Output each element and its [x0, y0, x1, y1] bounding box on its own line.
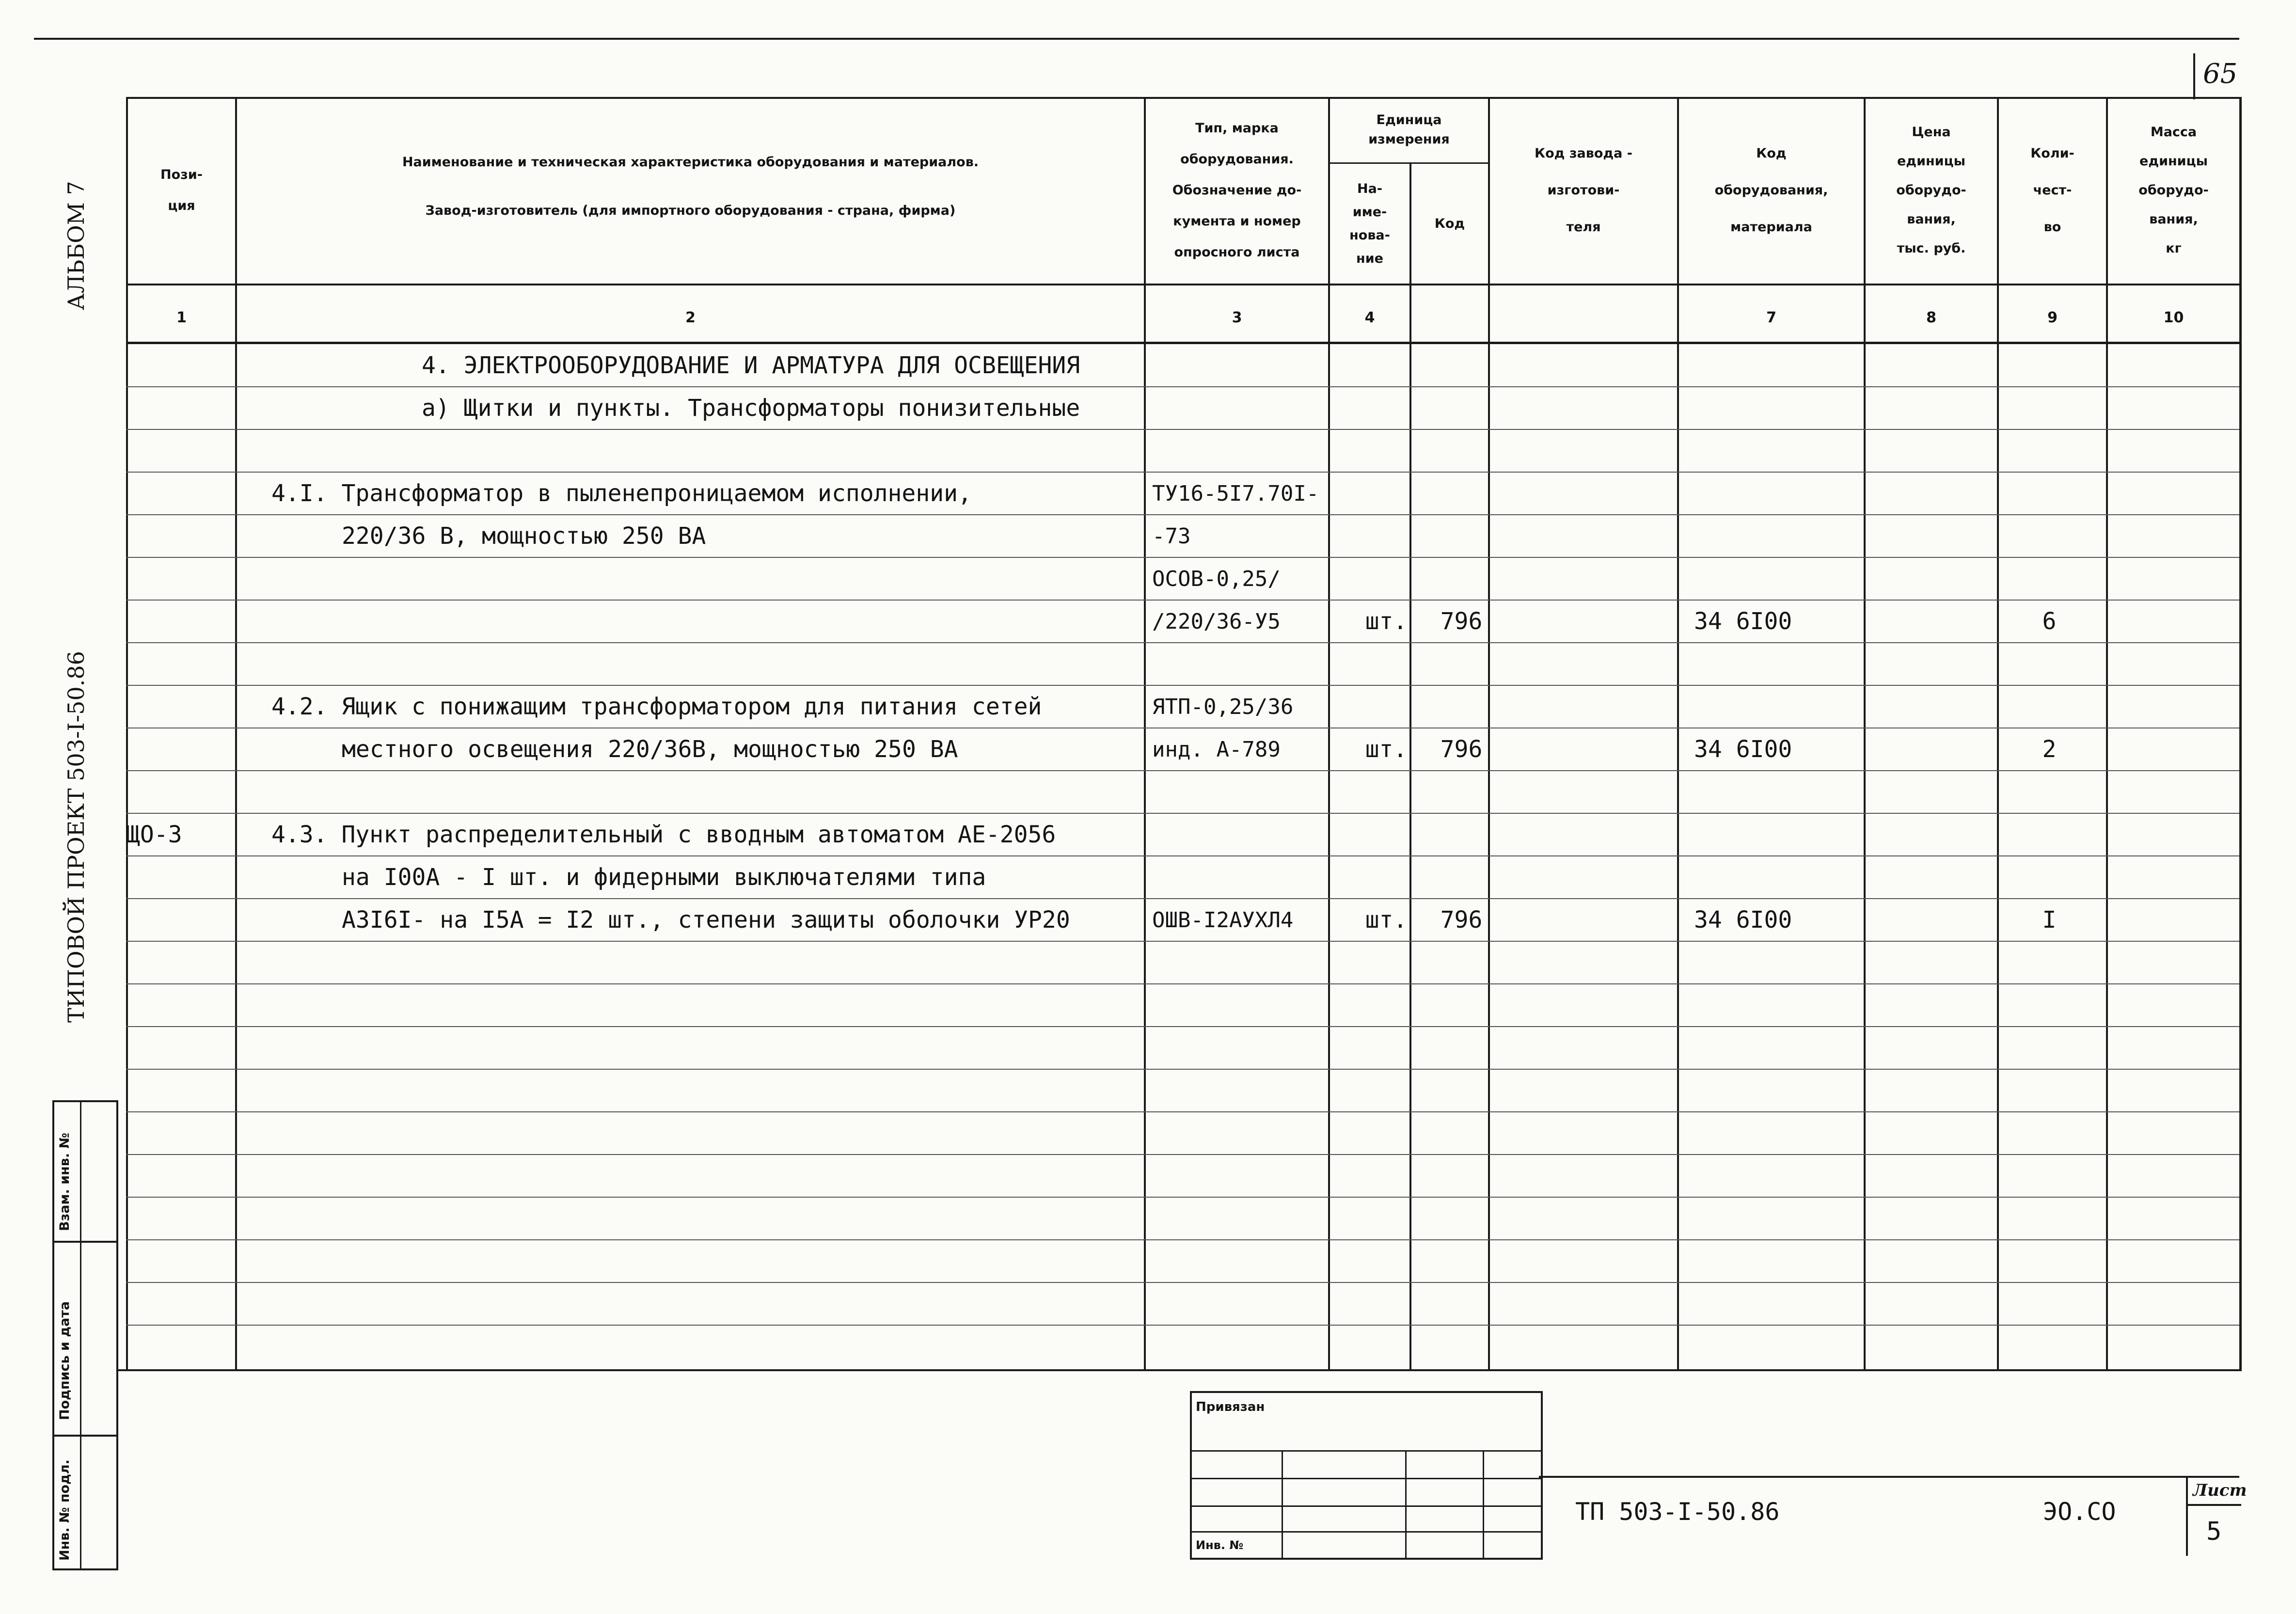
doc-code: ТП 503-I-50.86	[1575, 1498, 1780, 1526]
bound-label: Привязан	[1196, 1400, 1265, 1414]
page-number-top: 65	[2203, 58, 2238, 90]
sheet-box-line	[2188, 1504, 2241, 1506]
quantity-cell: 6	[2042, 608, 2057, 635]
row-line	[126, 1111, 2239, 1112]
header-mass: Масса единицы оборудо- вания, кг	[2138, 124, 2209, 256]
stamp-strip-bottom	[52, 1568, 118, 1570]
type-cell: ЯТП-0,25/36	[1152, 694, 1294, 719]
row-line	[126, 1197, 2239, 1198]
table-left-line	[126, 97, 128, 1369]
unit-name-cell: шт.	[1365, 608, 1408, 635]
stamp-strip-mid	[80, 1100, 81, 1570]
header-name-line1: Наименование и техническая характеристика оборудования и материалов.	[402, 155, 979, 170]
row-line	[126, 1154, 2239, 1155]
colnum-9: 9	[2047, 309, 2058, 326]
inv-label: Инв. №	[1196, 1538, 1244, 1552]
unit-name-cell: шт.	[1365, 736, 1408, 763]
row-line	[126, 1282, 2239, 1283]
colnum-4: 4	[1364, 309, 1375, 326]
row-line	[126, 1239, 2239, 1240]
header-equipment-code: Код оборудования, материала	[1714, 145, 1828, 235]
section-code: ЭО.СО	[2043, 1498, 2116, 1526]
name-cell: А3I6I- на I5А = I2 шт., степени защиты оболочки УР20	[342, 906, 1070, 934]
quantity-cell: I	[2042, 906, 2057, 934]
position-cell: ЩО-3	[126, 821, 182, 848]
bound-line-1	[1192, 1450, 1541, 1452]
title-block	[1539, 1476, 2247, 1556]
name-cell: 4. ЭЛЕКТРООБОРУДОВАНИЕ И АРМАТУРА ДЛЯ ОСВЕЩЕНИЯ	[422, 352, 1080, 379]
colnum-8: 8	[1926, 309, 1936, 326]
sheet-number: 5	[2206, 1517, 2222, 1546]
colnum-3: 3	[1232, 309, 1242, 326]
equipment-code-cell: 34 6I00	[1694, 608, 1792, 635]
type-cell: ТУ16-5I7.70I-	[1152, 481, 1319, 506]
col-line-7	[1864, 97, 1866, 1369]
quantity-cell: 2	[2042, 736, 2057, 763]
colnum-7: 7	[1766, 309, 1776, 326]
sheet-box	[2186, 1476, 2247, 1556]
header-unit-name: На- име- нова- ние	[1349, 181, 1390, 266]
unit-code-cell: 796	[1440, 736, 1483, 763]
bound-line-3	[1192, 1505, 1541, 1507]
name-cell: местного освещения 220/36В, мощностью 250 ВА	[342, 736, 958, 763]
type-cell: инд. А-789	[1152, 737, 1281, 762]
unit-code-cell: 796	[1440, 906, 1483, 934]
name-cell: на I00А - I шт. и фидерными выключателями типа	[342, 864, 986, 891]
row-line	[126, 983, 2239, 984]
bound-vline-1	[1282, 1450, 1283, 1558]
name-cell: 220/36 В, мощностью 250 ВА	[342, 522, 706, 550]
type-cell: ОШВ-I2АУХЛ4	[1152, 907, 1294, 933]
type-cell: ОСОВ-0,25/	[1152, 566, 1281, 591]
album-label: АЛЬБОМ 7	[63, 181, 89, 310]
bound-vline-2	[1405, 1450, 1407, 1558]
col-line-6	[1677, 97, 1679, 1369]
type-cell: /220/36-У5	[1152, 609, 1281, 634]
type-cell: -73	[1152, 523, 1191, 549]
row-line	[126, 1069, 2239, 1070]
stamp-strip-div2	[52, 1435, 118, 1437]
equipment-code-cell: 34 6I00	[1694, 906, 1792, 934]
bound-line-4	[1192, 1531, 1541, 1533]
stamp-strip-div1	[52, 1241, 118, 1243]
header-unit-code: Код	[1434, 216, 1465, 231]
title-top-line	[1539, 1476, 2239, 1478]
colnum-2: 2	[685, 309, 696, 326]
bound-line-2	[1192, 1478, 1541, 1479]
header-position: Пози- ция	[160, 167, 203, 213]
bound-vline-3	[1483, 1450, 1484, 1558]
header-name-line2: Завод-изготовитель (для импортного оборудования - страна, фирма)	[425, 203, 956, 218]
header-unit-group: Единица измерения	[1368, 112, 1450, 147]
stamp-strip-left	[52, 1100, 54, 1570]
name-cell: 4.3. Пункт распределительный с вводным автоматом АЕ-2056	[271, 821, 1056, 848]
equipment-code-cell: 34 6I00	[1694, 736, 1792, 763]
name-cell: а) Щитки и пункты. Трансформаторы понизительные	[422, 395, 1080, 422]
unit-code-cell: 796	[1440, 608, 1483, 635]
header-factory-code: Код завода - изготови- теля	[1535, 145, 1632, 235]
stamp-strip-top	[52, 1100, 118, 1102]
col-line-1	[235, 97, 237, 1369]
page-number-box-left	[2193, 53, 2195, 99]
row-line	[126, 1026, 2239, 1027]
row-line	[126, 1325, 2239, 1326]
top-border-line	[34, 38, 2239, 40]
sheet-label: Лист	[2193, 1481, 2247, 1500]
stamp-label-inv-orig: Инв. № подл.	[57, 1459, 72, 1561]
header-price: Цена единицы оборудо- вания, тыс. руб.	[1896, 124, 1966, 256]
project-label: ТИПОВОЙ ПРОЕКТ 503-I-50.86	[63, 651, 89, 1023]
stamp-label-replaced-inv: Взам. инв. №	[57, 1132, 72, 1231]
stamp-label-signature-date: Подпись и дата	[57, 1301, 72, 1420]
col-line-9	[2106, 97, 2108, 1369]
table-bottom-line	[116, 1369, 2239, 1371]
colnum-1: 1	[176, 309, 187, 326]
header-type: Тип, марка оборудования. Обозначение до- кумента и номер опросного листа	[1172, 120, 1302, 260]
colnum-10: 10	[2163, 309, 2184, 326]
unit-name-cell: шт.	[1365, 906, 1408, 934]
header-bottom-line	[126, 284, 2239, 285]
specification-table	[116, 97, 2239, 1377]
header-quantity: Коли- чест- во	[2030, 145, 2074, 235]
bound-stamp	[1190, 1391, 1543, 1560]
name-cell: 4.I. Трансформатор в пыленепроницаемом исполнении,	[271, 480, 972, 507]
table-right-line	[2239, 97, 2242, 1371]
name-cell: 4.2. Ящик с понижащим трансформатором для питания сетей	[271, 693, 1042, 720]
